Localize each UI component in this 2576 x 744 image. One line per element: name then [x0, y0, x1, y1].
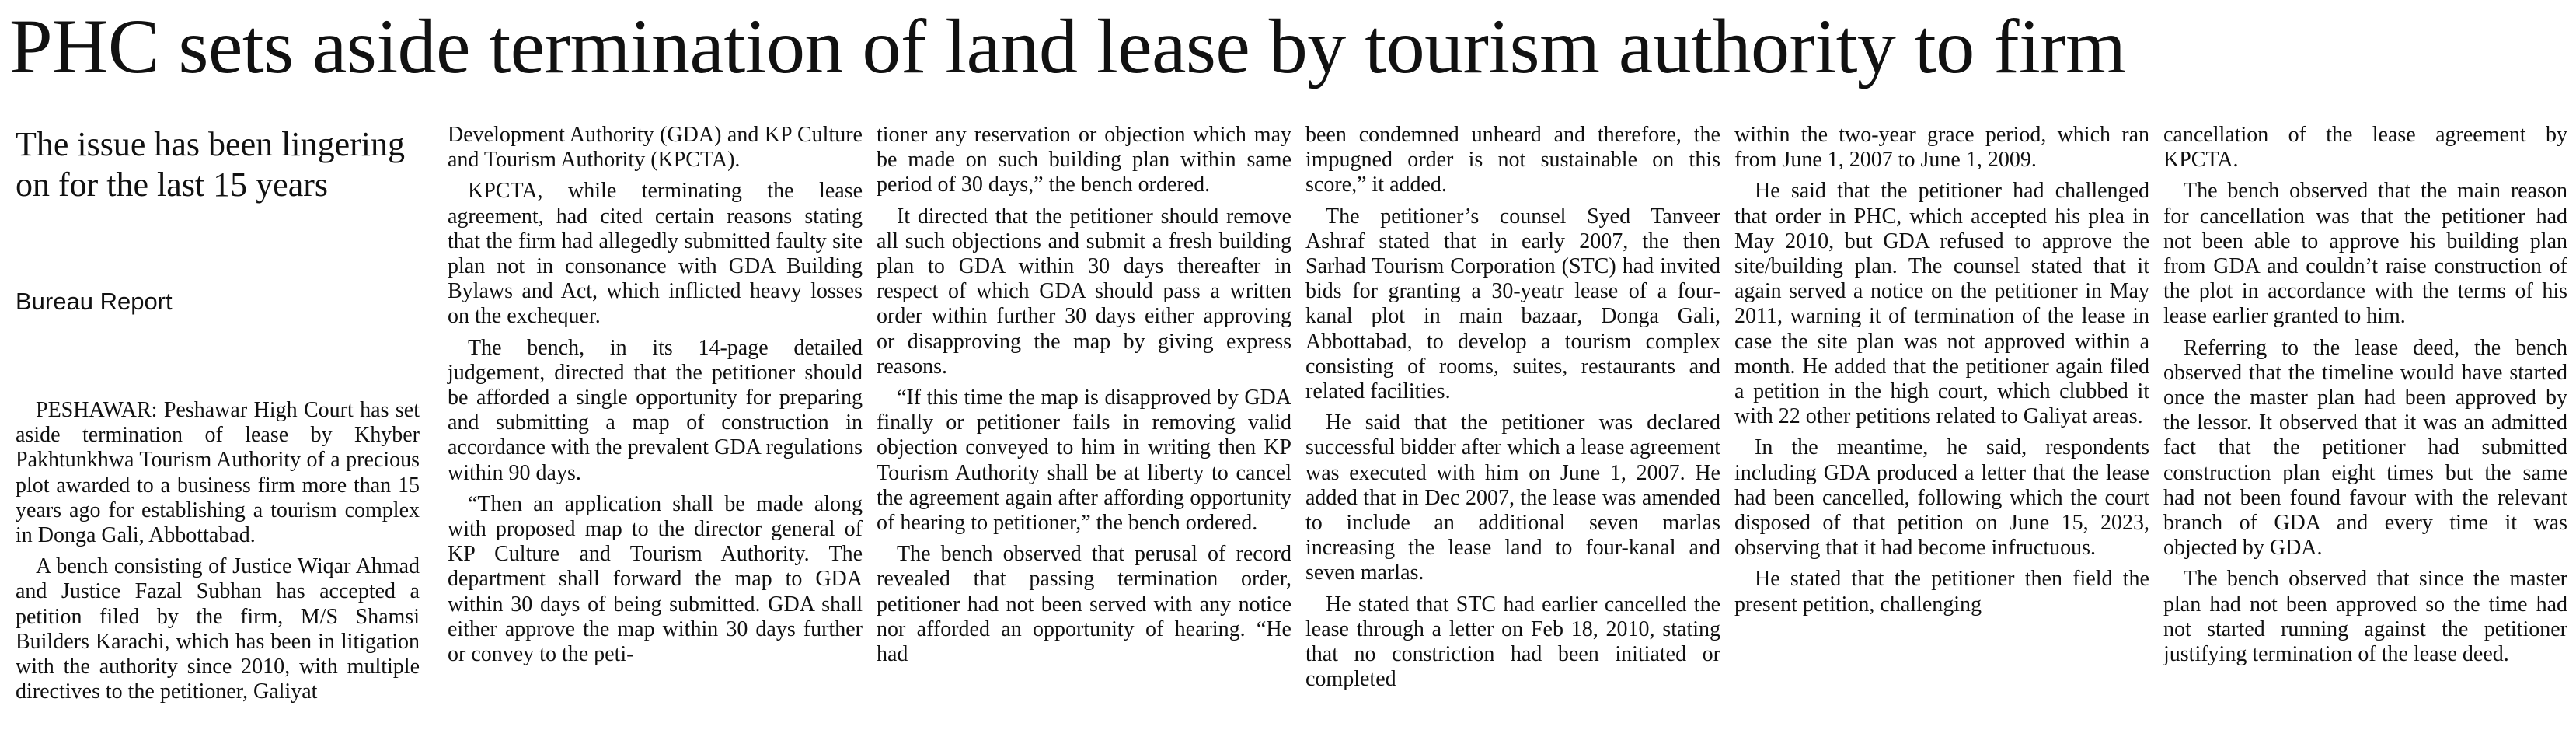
paragraph: The bench observed that since the master plan had not been approved so the time had not started running against the petitioner justifying termination of the lease deed. [2163, 567, 2567, 667]
article-column-6 [2163, 123, 2567, 673]
headline: PHC sets aside termination of land lease by tourism authority to firm [9, 3, 2126, 89]
paragraph: Development Authority (GDA) and KP Culture and Tourism Authority (KPCTA). [448, 123, 863, 173]
article-column-2 [448, 123, 863, 673]
paragraph: He said that the petitioner had challenged that order in PHC, which accepted his plea in May 2010, but GDA refused to approve the site/building plan. The counsel stated that it again served a notice on the petitioner in May 2011, warning it of termination of the lease in case the site plan was not approved within a month. He added that the petitioner again filed a petition in the high court, which clubbed it with 22 other petitions related to Galiyat areas. [1734, 179, 2149, 429]
paragraph: PESHAWAR: Peshawar High Court has set aside termination of lease by Khyber Pakhtunkhwa Tourism Authority of a precious plot awarded to a business firm more than 15 years ago for establishing a tourism complex in Donga Gali, Abbottabad. [16, 398, 420, 548]
paragraph: He said that the petitioner was declared successful bidder after which a lease agreement was executed with him on June 1, 2007. He added that in Dec 2007, the lease was amended to include an additional seven marlas increasing the lease land to four-kanal and seven marlas. [1305, 410, 1720, 585]
paragraph: A bench consisting of Justice Wiqar Ahmad and Justice Fazal Subhan has accepted a petition filed by the firm, M/S Shamsi Builders Karachi, which has been in litigation with the authority since 2010, with multiple directives to the petitioner, Galiyat [16, 554, 420, 704]
paragraph: tioner any reservation or objection which may be made on such building plan within same period of 30 days,” the bench ordered. [877, 123, 1291, 197]
paragraph: “Then an application shall be made along with proposed map to the director general of KP Culture and Tourism Authority. The department shall forward the map to GDA within 30 days of being submitted. GDA shall either approve the map within 30 days further or convey to the peti- [448, 491, 863, 667]
paragraph: The bench, in its 14-page detailed judgement, directed that the petitioner should be afforded a single opportunity for preparing and submitting a map of construction in accordance with the prevalent GDA regulations within 90 days. [448, 335, 863, 485]
paragraph: within the two-year grace period, which ran from June 1, 2007 to June 1, 2009. [1734, 123, 2149, 173]
paragraph: In the meantime, he said, respondents including GDA produced a letter that the lease had been cancelled, following which the court disposed of that petition on June 15, 2023, observing that it had become infructuous. [1734, 435, 2149, 561]
paragraph: “If this time the map is disapproved by GDA finally or petitioner fails in removing valid objection conveyed to him in writing then KP Tourism Authority shall be at liberty to cancel the agreement again after affording opportunity of hearing to petitioner,” the bench ordered. [877, 386, 1291, 536]
paragraph: KPCTA, while terminating the lease agreement, had cited certain reasons stating that the firm had allegedly submitted faulty site plan not in consonance with GDA Building Bylaws and Act, which inflicted heavy losses on the exchequer. [448, 179, 863, 329]
byline: Bureau Report [16, 288, 173, 315]
paragraph: The bench observed that the main reason for cancellation was that the petitioner had not been able to approve his building plan from GDA and couldn’t raise construction of the plot in accordance with the terms of his lease earlier granted to him. [2163, 179, 2567, 329]
article-column-4 [1305, 123, 1720, 698]
subheadline: The issue has been lingering on for the last 15 years [16, 125, 405, 204]
paragraph: The bench observed that perusal of record revealed that passing termination order, petitioner had not been served with any notice nor afforded an opportunity of hearing. “He had [877, 542, 1291, 667]
article-column-5 [1734, 123, 2149, 623]
paragraph: It directed that the petitioner should remove all such objections and submit a fresh building plan to GDA within 30 days thereafter in respect of which GDA should pass a written order within further 30 days either approving or disapproving the map by giving express reasons. [877, 204, 1291, 379]
article-column-1 [16, 398, 420, 711]
paragraph: Referring to the lease deed, the bench observed that the timeline would have started once the master plan had been approved by the lessor. It observed that it was an admitted fact that the petitioner had submitted construction plan eight times but the same had not been found favour with the relevant branch of GDA and every time it was objected by GDA. [2163, 335, 2567, 561]
paragraph: been condemned unheard and therefore, the impugned order is not sustainable on this score,” it added. [1305, 123, 1720, 197]
paragraph: cancellation of the lease agreement by KPCTA. [2163, 123, 2567, 173]
paragraph: He stated that STC had earlier cancelled the lease through a letter on Feb 18, 2010, stating that no constriction had been initiated or completed [1305, 592, 1720, 692]
paragraph: The petitioner’s counsel Syed Tanveer Ashraf stated that in early 2007, the then Sarhad Tourism Corporation (STC) had invited bids for granting a 30-yeatr lease of a four-kanal plot in main bazaar, Donga Gali, Abbottabad, to develop a tourism complex consisting of rooms, suites, restaurants and related facilities. [1305, 204, 1720, 404]
article-column-3 [877, 123, 1291, 673]
paragraph: He stated that the petitioner then field the present petition, challenging [1734, 567, 2149, 617]
